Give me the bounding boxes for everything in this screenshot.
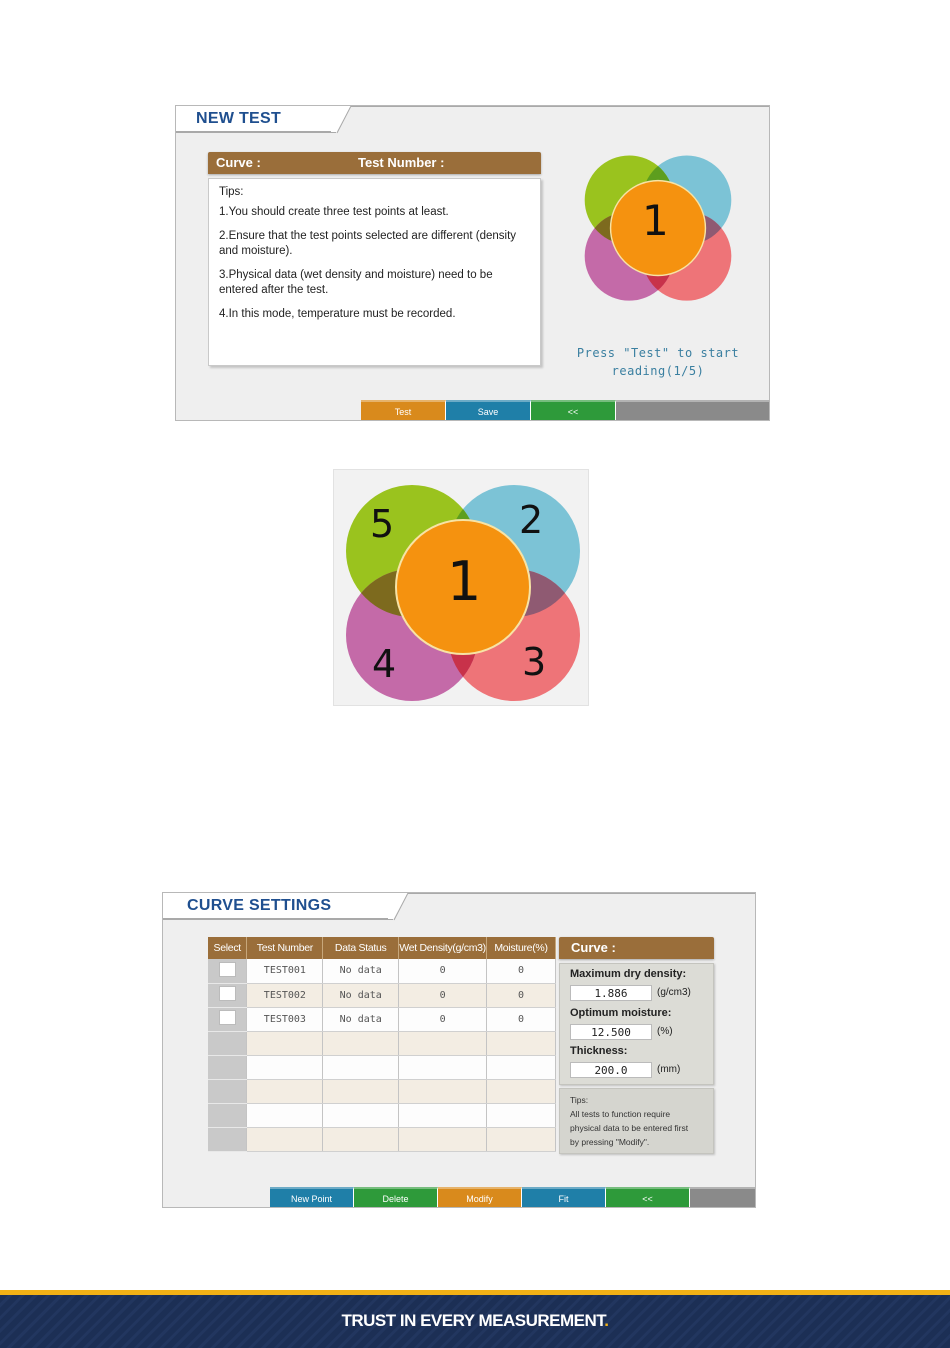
curve-settings-screen (162, 892, 756, 1208)
test-button[interactable] (361, 400, 446, 421)
modify-button-label: Modify (466, 1194, 493, 1204)
moisture-cell (487, 1055, 556, 1079)
test-number-cell (247, 1103, 323, 1127)
new-point-button[interactable] (270, 1187, 354, 1208)
new-test-screen (175, 105, 770, 421)
optimum-moisture-unit: (%) (657, 1026, 673, 1037)
table-row[interactable] (208, 1055, 556, 1079)
tip-4: 4.In this mode, temperature must be recorded. (219, 308, 456, 320)
venn-progress-small (566, 138, 750, 316)
row-checkbox[interactable] (219, 962, 236, 977)
title-tab (176, 106, 336, 132)
wet-density-cell (399, 1079, 487, 1103)
moisture-cell: 0 (487, 983, 556, 1007)
fit-button-label: Fit (558, 1194, 569, 1204)
thickness-label: Thickness: (570, 1045, 628, 1057)
data-status-cell (323, 1031, 399, 1055)
moisture-cell: 0 (487, 959, 556, 983)
curve-tips-title: Tips: (570, 1095, 589, 1105)
title-rule (408, 893, 756, 894)
table-row[interactable] (208, 1079, 556, 1103)
thickness-unit: (mm) (657, 1064, 681, 1075)
row-select-cell[interactable] (208, 1007, 247, 1031)
test-number-cell (247, 1055, 323, 1079)
venn-label-3: 3 (522, 640, 547, 684)
save-button[interactable] (446, 400, 531, 421)
test-number-cell (247, 1031, 323, 1055)
row-select-cell[interactable] (208, 1127, 247, 1151)
col-header-select: Select (208, 937, 247, 959)
moisture-cell (487, 1103, 556, 1127)
venn-label-5: 5 (370, 502, 395, 546)
row-select-cell[interactable] (208, 1055, 247, 1079)
delete-button-label: Delete (382, 1194, 409, 1204)
back-button[interactable] (531, 400, 616, 421)
button-bar (361, 400, 770, 421)
data-status-cell (323, 1127, 399, 1151)
data-status-cell: No data (323, 983, 399, 1007)
row-checkbox[interactable] (219, 986, 236, 1001)
tip-3: 3.Physical data (wet density and moisture) need to be entered after the test. (219, 269, 493, 296)
venn-label-4: 4 (372, 642, 397, 686)
title-underline (163, 919, 393, 920)
press-line-1: Press "Test" to start (576, 346, 740, 360)
test-number-cell (247, 1079, 323, 1103)
back-button-label: << (567, 407, 579, 417)
curve-tips-box (559, 1088, 714, 1154)
venn-label-2: 2 (519, 498, 544, 542)
table-row[interactable] (208, 959, 556, 983)
wet-density-cell (399, 1055, 487, 1079)
curve-header-bar (208, 152, 541, 174)
row-select-cell[interactable] (208, 959, 247, 983)
press-test-instruction (566, 344, 750, 380)
test-button-label: Test (394, 407, 412, 417)
row-checkbox[interactable] (219, 1010, 236, 1025)
venn-diagram-large (333, 469, 589, 706)
row-select-cell[interactable] (208, 1031, 247, 1055)
col-header-test-number: Test Number (247, 937, 323, 959)
fit-button[interactable] (522, 1187, 606, 1208)
page-title: CURVE SETTINGS (187, 897, 332, 914)
back-button-label: << (642, 1194, 653, 1204)
slogan-dot: . (604, 1311, 609, 1330)
footer-slogan (0, 1311, 950, 1331)
wet-density-cell: 0 (399, 959, 487, 983)
test-number-cell: TEST002 (247, 983, 323, 1007)
save-button-label: Save (477, 407, 499, 417)
curve-tips-line-1: All tests to function require (570, 1109, 671, 1119)
test-number-label: Test Number : (358, 155, 445, 170)
test-number-cell (247, 1127, 323, 1151)
max-dry-density-label: Maximum dry density: (570, 968, 687, 980)
moisture-cell (487, 1127, 556, 1151)
wet-density-cell (399, 1103, 487, 1127)
back-button[interactable] (606, 1187, 690, 1208)
data-status-cell (323, 1079, 399, 1103)
press-line-2: reading(1/5) (611, 364, 705, 378)
wet-density-cell: 0 (399, 983, 487, 1007)
modify-button[interactable] (438, 1187, 522, 1208)
title-tab-slant (388, 893, 418, 921)
tip-2: 2.Ensure that the test points selected are different (density and moisture). (219, 230, 517, 257)
col-header-data-status: Data Status (323, 937, 399, 959)
empty-button-slot (616, 400, 770, 421)
venn-label-1: 1 (447, 550, 482, 613)
data-status-cell: No data (323, 959, 399, 983)
moisture-cell (487, 1079, 556, 1103)
row-select-cell[interactable] (208, 1079, 247, 1103)
table-row[interactable] (208, 983, 556, 1007)
curve-tips-line-3: by pressing "Modify". (570, 1137, 650, 1147)
test-number-cell: TEST001 (247, 959, 323, 983)
footer-banner (0, 1290, 950, 1348)
max-dry-density-unit: (g/cm3) (657, 987, 691, 998)
delete-button[interactable] (354, 1187, 438, 1208)
wet-density-cell: 0 (399, 1007, 487, 1031)
curve-tips-line-2: physical data to be entered first (570, 1123, 689, 1133)
curve-parameters-panel (559, 963, 714, 1085)
button-bar (270, 1187, 756, 1208)
title-tab-slant (331, 106, 361, 134)
curve-header-bar (559, 937, 714, 959)
data-status-cell (323, 1103, 399, 1127)
col-header-wet-density: Wet Density(g/cm3) (399, 937, 487, 959)
test-points-table (208, 937, 556, 1152)
max-dry-density-field[interactable]: 1.886 (570, 985, 652, 1001)
moisture-cell (487, 1031, 556, 1055)
tip-1: 1.You should create three test points at least. (219, 206, 449, 218)
empty-button-slot (690, 1187, 756, 1208)
optimum-moisture-field[interactable]: 12.500 (570, 1024, 652, 1040)
col-header-moisture: Moisture(%) (487, 937, 556, 959)
title-rule (351, 106, 770, 107)
venn-center-number: 1 (642, 196, 669, 245)
curve-label: Curve : (571, 940, 616, 955)
table-row[interactable] (208, 1031, 556, 1055)
tips-box (208, 178, 541, 366)
test-number-cell: TEST003 (247, 1007, 323, 1031)
thickness-field[interactable]: 200.0 (570, 1062, 652, 1078)
page-title: NEW TEST (196, 110, 282, 127)
tips-title: Tips: (219, 186, 244, 198)
curve-label: Curve : (216, 155, 261, 170)
data-status-cell (323, 1055, 399, 1079)
wet-density-cell (399, 1127, 487, 1151)
table-row[interactable] (208, 1007, 556, 1031)
title-underline (176, 132, 336, 133)
data-status-cell: No data (323, 1007, 399, 1031)
table-row[interactable] (208, 1127, 556, 1151)
row-select-cell[interactable] (208, 1103, 247, 1127)
optimum-moisture-label: Optimum moisture: (570, 1007, 672, 1019)
table-row[interactable] (208, 1103, 556, 1127)
title-tab (163, 893, 393, 919)
new-point-button-label: New Point (290, 1194, 333, 1204)
row-select-cell[interactable] (208, 983, 247, 1007)
slogan-text: TRUST IN EVERY MEASUREMENT (341, 1311, 605, 1330)
moisture-cell: 0 (487, 1007, 556, 1031)
wet-density-cell (399, 1031, 487, 1055)
